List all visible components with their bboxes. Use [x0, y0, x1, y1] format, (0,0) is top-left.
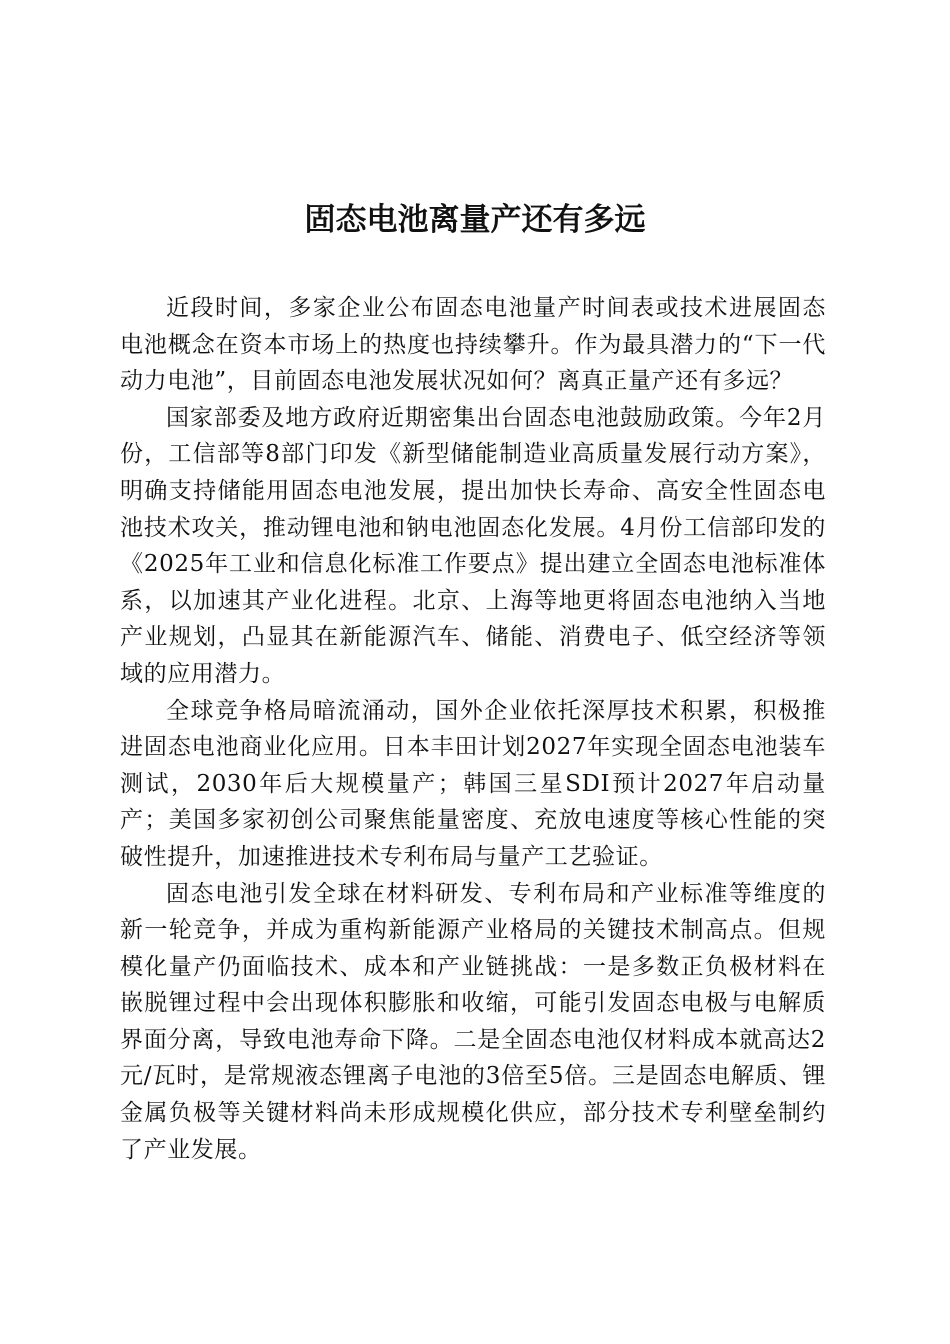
paragraph-global-competition: 全球竞争格局暗流涌动，国外企业依托深厚技术积累，积极推进固态电池商业化应用。日本丰田计划2027年实现全固态电池装车测试，2030年后大规模量产；韩国三星SDI预计2027年启动量产；美国多家初创公司聚焦能量密度、充放电速度等核心性能的突破性提升，加速推进技术专利布局与量产工艺验证。: [120, 697, 826, 870]
paragraph-intro: 近段时间，多家企业公布固态电池量产时间表或技术进展固态电池概念在资本市场上的热度也持续攀升。作为最具潜力的“下一代动力电池”，目前固态电池发展状况如何？离真正量产还有多远？: [120, 295, 826, 395]
document-title: 固态电池离量产还有多远: [304, 202, 646, 238]
paragraph-challenges: 固态电池引发全球在材料研发、专利布局和产业标准等维度的新一轮竞争，并成为重构新能源产业格局的关键技术制高点。但规模化量产仍面临技术、成本和产业链挑战：一是多数正负极材料在嵌脱锂过程中会出现体积膨胀和收缩，可能引发固态电极与电解质界面分离，导致电池寿命下降。二是全固态电池仅材料成本就高达2元/瓦时，是常规液态锂离子电池的3倍至5倍。三是固态电解质、锂金属负极等关键材料尚未形成规模化供应，部分技术专利壁垒制约了产业发展。: [120, 880, 826, 1163]
paragraph-policy: 国家部委及地方政府近期密集出台固态电池鼓励政策。今年2月份，工信部等8部门印发《新型储能制造业高质量发展行动方案》，明确支持储能用固态电池发展，提出加快长寿命、高安全性固态电池技术攻关，推动锂电池和钠电池固态化发展。4月份工信部印发的《2025年工业和信息化标准工作要点》提出建立全固态电池标准体系，以加速其产业化进程。北京、上海等地更将固态电池纳入当地产业规划，凸显其在新能源汽车、储能、消费电子、低空经济等领域的应用潜力。: [120, 404, 826, 687]
document-body: [120, 290, 826, 1168]
